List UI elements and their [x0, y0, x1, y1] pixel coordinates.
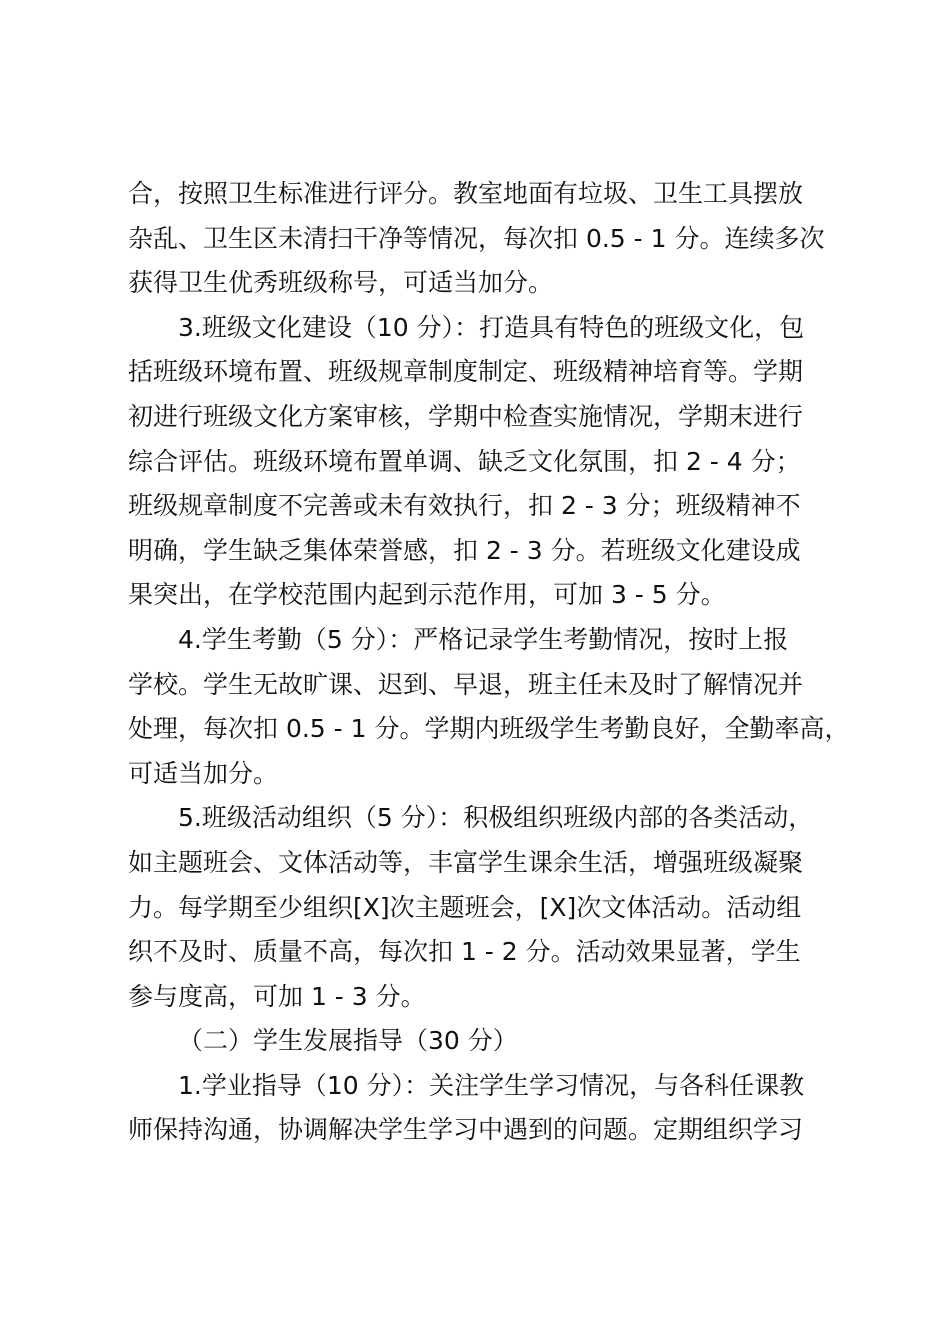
- text-line: 综合评估。班级环境布置单调、缺乏文化氛围，扣 2 - 4 分；: [128, 446, 801, 476]
- text-line: 处理，每次扣 0.5 - 1 分。学期内班级学生考勤良好，全勤率高，: [128, 714, 850, 744]
- text-line: 力。每学期至少组织[X]次主题班会，[X]次文体活动。活动组: [128, 892, 802, 922]
- text-line: 班级规章制度不完善或未有效执行，扣 2 - 3 分；班级精神不: [128, 491, 801, 521]
- text-line: 学校。学生无故旷课、迟到、早退，班主任未及时了解情况并: [128, 669, 804, 699]
- text-line: 4.学生考勤（5 分）：严格记录学生考勤情况，按时上报: [178, 624, 789, 654]
- text-line: 织不及时、质量不高，每次扣 1 - 2 分。活动效果显著，学生: [128, 937, 801, 967]
- text-line: 1.学业指导（10 分）：关注学生学习情况，与各科任课教: [178, 1070, 805, 1100]
- text-line: 师保持沟通，协调解决学生学习中遇到的问题。定期组织学习: [128, 1115, 804, 1145]
- text-line: 如主题班会、文体活动等，丰富学生课余生活，增强班级凝聚: [128, 847, 804, 877]
- text-line: 3.班级文化建设（10 分）：打造具有特色的班级文化，包: [178, 312, 805, 342]
- text-line: 杂乱、卫生区未清扫干净等情况，每次扣 0.5 - 1 分。连续多次: [128, 223, 825, 253]
- text-line: 合，按照卫生标准进行评分。教室地面有垃圾、卫生工具摆放: [128, 179, 804, 208]
- text-line: 可适当加分。: [128, 758, 279, 788]
- body-text: [128, 172, 850, 1153]
- text-line: 初进行班级文化方案审核，学期中检查实施情况，学期末进行: [128, 401, 804, 431]
- text-line: 明确，学生缺乏集体荣誉感，扣 2 - 3 分。若班级文化建设成: [128, 535, 801, 565]
- text-line: 括班级环境布置、班级规章制度制定、班级精神培育等。学期: [128, 357, 804, 387]
- text-line: 获得卫生优秀班级称号，可适当加分。: [128, 268, 554, 298]
- text-line: 果突出，在学校范围内起到示范作用，可加 3 - 5 分。: [128, 580, 726, 610]
- text-line: 5.班级活动组织（5 分）：积极组织班级内部的各类活动，: [178, 803, 814, 833]
- section-heading: （二）学生发展指导（30 分）: [178, 1026, 518, 1056]
- text-line: 参与度高，可加 1 - 3 分。: [128, 981, 426, 1011]
